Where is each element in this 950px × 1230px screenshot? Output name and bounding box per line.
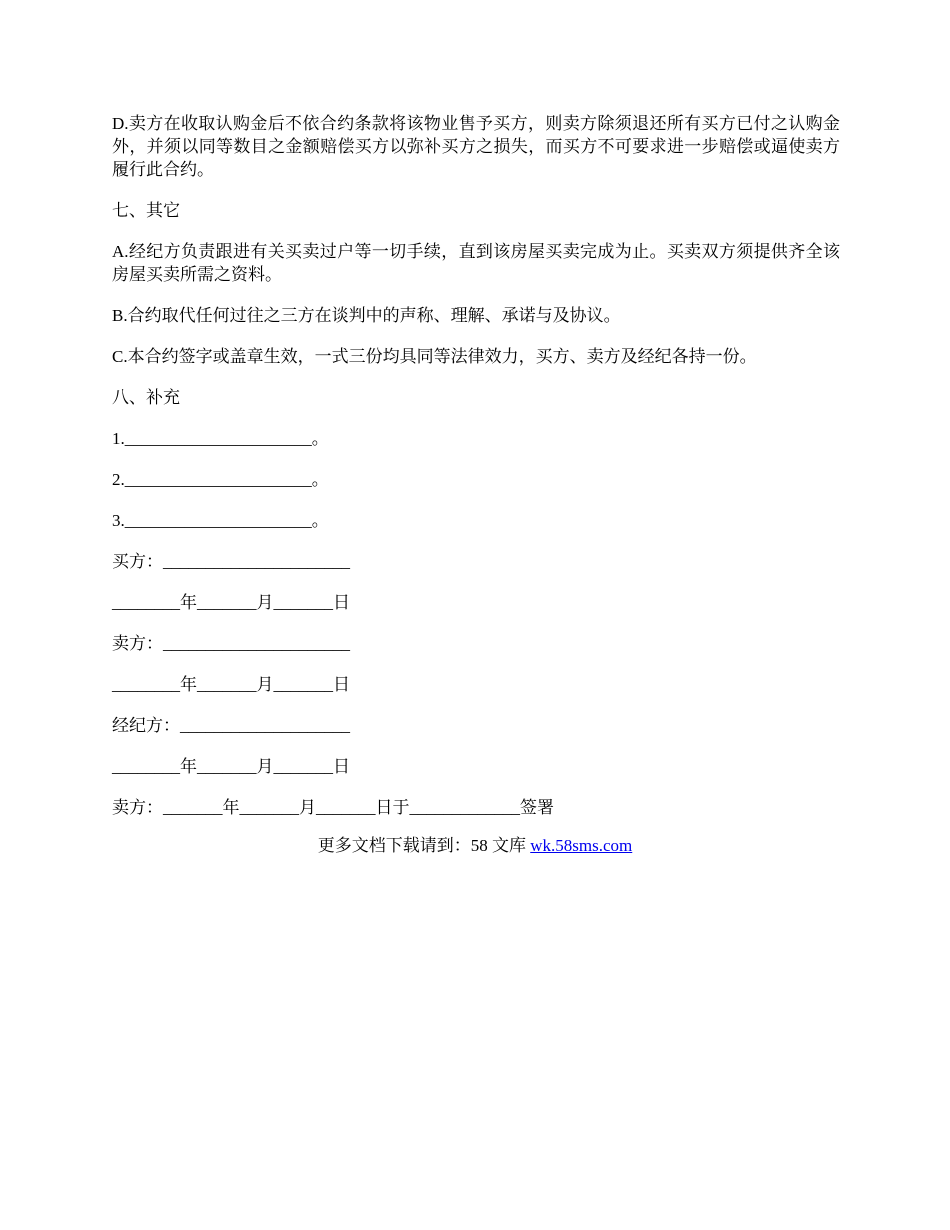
- clause-d: D.卖方在收取认购金后不依合约条款将该物业售予买方，则卖方除须退还所有买方已付之认购金外，并须以同等数目之金额赔偿买方以弥补买方之损失，而买方不可要求进一步赔偿或逼使卖方履行此合约。: [112, 114, 840, 179]
- seller-date-line: ________年_______月_______日: [112, 675, 350, 694]
- clause-c: C.本合约签字或盖章生效，一式三份均具同等法律效力，买方、卖方及经纪各持一份。: [112, 347, 757, 366]
- footer: [0, 834, 950, 857]
- document-body: [112, 112, 840, 837]
- section-heading-other: 七、其它: [112, 201, 180, 220]
- footer-prefix: 更多文档下载请到：58 文库: [317, 836, 531, 855]
- supplement-item-2: 2.______________________。: [112, 470, 329, 489]
- clause-b: B.合约取代任何过往之三方在谈判中的声称、理解、承诺与及协议。: [112, 306, 621, 325]
- seller-signature-line: 卖方：______________________: [112, 634, 350, 653]
- clause-a: A.经纪方负责跟进有关买卖过户等一切手续，直到该房屋买卖完成为止。买卖双方须提供齐全该房屋买卖所需之资料。: [112, 242, 840, 284]
- footer-link[interactable]: wk.58sms.com: [530, 836, 633, 855]
- buyer-date-line: ________年_______月_______日: [112, 593, 350, 612]
- agent-signature-line: 经纪方：____________________: [112, 716, 350, 735]
- supplement-item-1: 1.______________________。: [112, 429, 329, 448]
- seller-signed-at-line: 卖方：_______年_______月_______日于_____________签署: [112, 798, 554, 817]
- section-heading-supplement: 八、补充: [112, 388, 180, 407]
- agent-date-line: ________年_______月_______日: [112, 757, 350, 776]
- supplement-item-3: 3.______________________。: [112, 511, 329, 530]
- buyer-signature-line: 买方：______________________: [112, 552, 350, 571]
